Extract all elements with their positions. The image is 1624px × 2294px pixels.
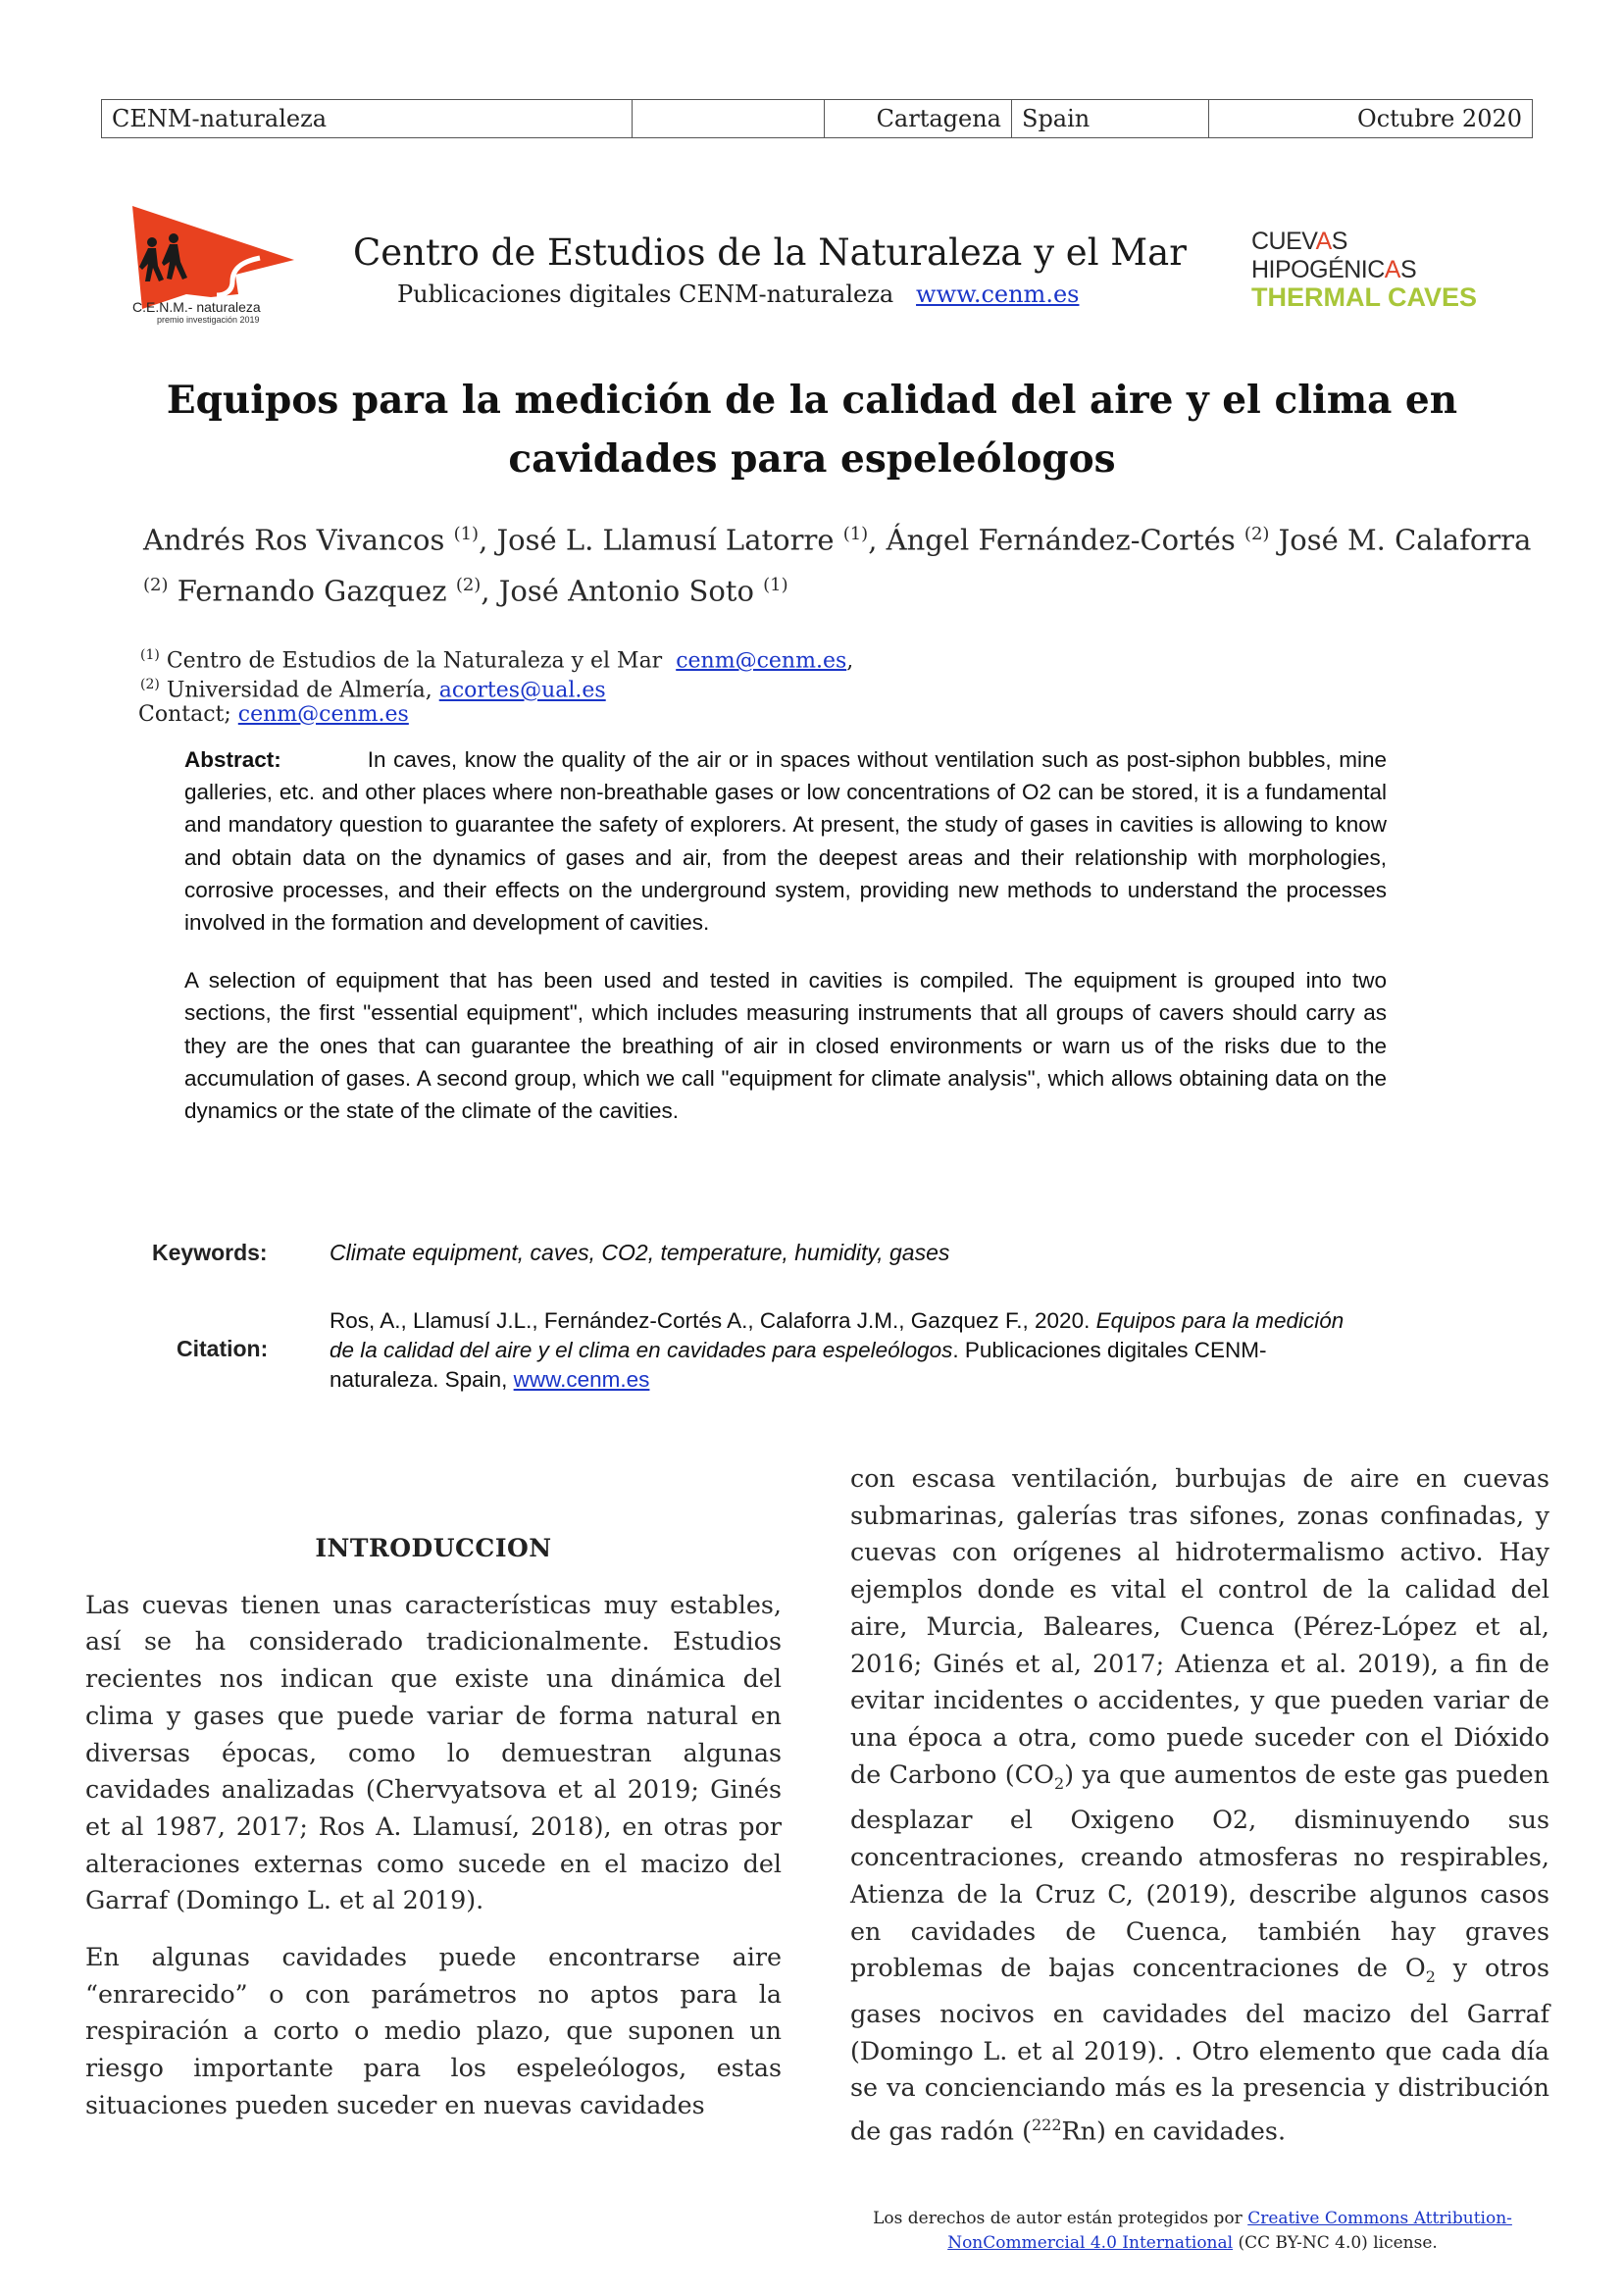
body-left-column [85,1530,782,2124]
author-name: José Antonio Soto [498,574,754,608]
author-name: José L. Llamusí Latorre [496,523,835,557]
author-name: Andrés Ros Vivancos [143,523,445,557]
author-affiliation-mark: (1) [842,524,869,544]
header-blank-cell [633,100,825,138]
author-affiliation-mark: (2) [1243,524,1270,544]
masthead-subtitle-text: Publicaciones digitales CENM-naturaleza [397,280,894,308]
thermal-caves-logo-line1: CUEVAS HIPOGÉNICAS [1251,228,1417,283]
header-city: Cartagena [825,100,1012,138]
affiliation-1: $^{(1)}$ Centro de Estudios de la Naturaleza y el Mar cenm@cenm.es, [140,647,854,674]
abstract [184,743,1387,1127]
citation-label: Citation: [177,1336,269,1361]
affiliation-2-email-link[interactable]: acortes@ual.es [438,678,606,703]
author-name: José M. Calaforra [1278,523,1532,557]
header-table [101,99,1533,138]
cenm-logo-subtext: premio investigación 2019 [157,315,260,325]
body-paragraph: Las cuevas tienen unas características muy estables, así se ha considerado tradicionalmente. Estudios recientes nos indican que existe una dinámica del clima y gases que puede variar de forma natural en diversas épocas, como lo demuestran algunas cavidades analizadas (Chervyatsova et al 2019; Ginés et al 1987, 2017; Ros A. Llamusí, 2018), en otras por alteraciones externas como sucede en el macizo del Garraf (Domingo L. et al 2019). [85,1589,782,1915]
abstract-paragraph-1: Abstract: In caves, know the quality of the air or in spaces without ventilation such as post-siphon bubbles, mine galleries, etc. and other places where non-breathable gases or low concentrations of O2 can be stored, it is a fundamental and mandatory question to guarantee the safety of explorers. At present, the study of gases in cavities is allowing to know and obtain data on the dynamics of gases and air, from the deepest areas and their relationship with morphologies, corrosive processes, and their effects on the underground system, providing new methods to understand the processes involved in the formation and development of cavities. [184,747,1387,936]
author-affiliation-mark: (2) [143,574,169,595]
author-affiliation-mark: (2) [455,574,482,595]
body-paragraph: En algunas cavidades puede encontrarse aire “enrarecido” o con parámetros no aptos para la respiración a corto o medio plazo, que suponen un riesgo importante para los espeleólogos, estas situaciones pueden suceder en nuevas cavidades [85,1942,782,2119]
author-affiliation-mark: (1) [763,574,788,595]
affiliation-2: $^{(2)}$ Universidad de Almería, acortes@ual.es [140,677,606,703]
author-affiliation-mark: (1) [453,524,480,544]
masthead-title: Centro de Estudios de la Naturaleza y el Mar [353,231,1187,274]
body-right-column [850,1460,1549,2150]
keywords-label: Keywords: [152,1240,268,1265]
abstract-paragraph-2: A selection of equipment that has been used and tested in cavities is compiled. The equipment is grouped into two sections, the first "essential equipment", which includes measuring instruments that all groups of cavers should carry as they are the ones that can guarantee the breathing of air in closed environments or warn us of the risks due to the accumulation of gases. A second group, which we call "equipment for climate analysis", which allows obtaining data on the dynamics or the state of the climate of the cavities. [184,968,1387,1124]
cenm-logo [123,201,299,329]
paper-title: Equipos para la medición de la calidad del aire y el clima en cavidades para espeleólogos [166,378,1458,482]
affiliations [140,643,853,727]
license-link[interactable]: Creative Commons Attribution-NonCommercial 4.0 International [947,2209,1512,2253]
keywords-text: Climate equipment, caves, CO2, temperature, humidity, gases [330,1240,950,1265]
masthead-subtitle [397,280,1079,308]
citation-title: Equipos para la medición de la calidad del aire y el clima en cavidades para espeleólogos [330,1308,1345,1362]
masthead-url-link[interactable]: www.cenm.es [916,280,1080,308]
thermal-caves-logo [1251,228,1487,312]
body-paragraph: con escasa ventilación, burbujas de aire en cuevas submarinas, galerías tras sifones, zonas confinadas, y cuevas con orígenes al hidrotermalismo activo. Hay ejemplos donde es vital el control de la calidad del aire, Murcia, Baleares, Cuenca (Pérez-López et al, 2016; Ginés et al, 2017; Atienza et al. 2019), a fin de evitar incidentes o accidentes, y que pueden variar de una época a otra, como puede suceder con el Dióxido de Carbono $(CO_2)$ ya que aumentos de este gas pueden desplazar el Oxigeno O2, disminuyendo sus concentraciones, creando atmosferas no respirables, Atienza de la Cruz C, (2019), describe algunos casos en cavidades de Cuenca, también hay graves problemas de bajas concentraciones de $O_2$ y otros gases nocivos en cavidades del macizo del Garraf (Domingo L. et al 2019). . Otro elemento que cada día se va concienciando más es la presencia y distribución de gas radón ($^{222}$Rn) en cavidades. [850,1463,1550,2146]
affiliation-1-email-link[interactable]: cenm@cenm.es [676,648,847,674]
citation-url-link[interactable]: www.cenm.es [513,1367,650,1392]
header-country: Spain [1012,100,1209,138]
abstract-label: Abstract: [184,747,281,772]
citation-text: Ros, A., Llamusí J.L., Fernández-Cortés A., Calaforra J.M., Gazquez F., 2020. Equipos para la medición de la calidad del aire y el clima en cavidades para espeleólogos. Publicaciones digitales CENM-naturaleza. Spain, www.cenm.es [330,1308,1345,1392]
author-name: Ángel Fernández-Cortés [886,523,1236,557]
contact-line: Contact; cenm@cenm.es [138,701,409,727]
intro-heading: INTRODUCCION [315,1534,552,1562]
cenm-logo-text: C.E.N.M.- naturaleza [132,299,261,315]
thermal-caves-logo-line2: THERMAL CAVES [1251,282,1478,312]
author-name: Fernando Gazquez [177,574,447,608]
contact-email-link[interactable]: cenm@cenm.es [237,701,409,727]
header-date: Octubre 2020 [1209,100,1533,138]
header-org: CENM-naturaleza [102,100,633,138]
author-list: Andrés Ros Vivancos $^{(1)}$, José L. Llamusí Latorre $^{(1)}$, Ángel Fernández-Cortés $^{(2)}$ José M. Calaforra $^{(2)}$ Fernando Gazquez $^{(2)}$, José Antonio Soto $^{(1)}$ [143,523,1532,608]
license-footer: Los derechos de autor están protegidos por Creative Commons Attribution-NonCommercial 4.0 International (CC BY-NC 4.0) license. [873,2209,1512,2253]
